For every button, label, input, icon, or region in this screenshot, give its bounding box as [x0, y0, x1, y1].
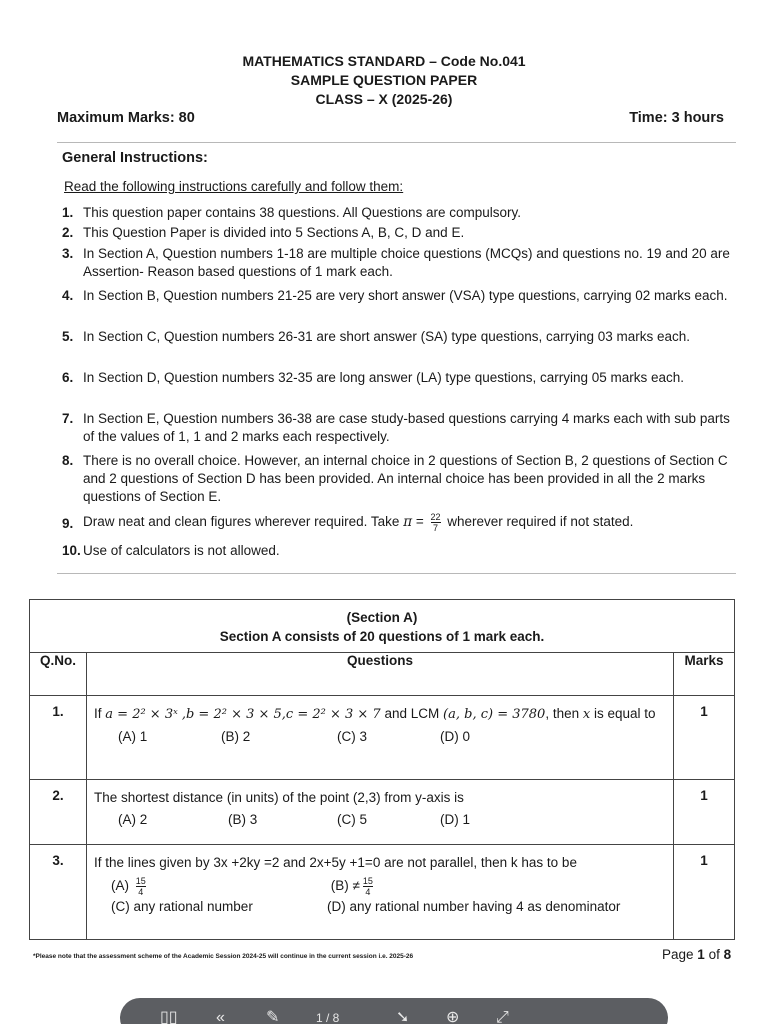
section-title: (Section A): [346, 610, 418, 625]
math-expression: a = 2² × 3ˣ ,b = 2² × 3 × 5,c = 2² × 3 × 7: [105, 707, 381, 722]
instruction-item: 3. In Section A, Question numbers 1-18 are multiple choice questions (MCQs) and questions no. 19 and 20 are Assertion- Reason based questions of 1 mark each.: [62, 246, 730, 279]
rewind-icon[interactable]: «: [216, 1009, 225, 1024]
page-indicator[interactable]: 1 / 8: [316, 1011, 340, 1024]
marks-time-row: [57, 110, 724, 126]
option: (C) any rational number: [111, 899, 253, 914]
instruction-item: 9. Draw neat and clean figures wherever required. Take π = $\frac{22}{7}$ wherever required if not stated.: [62, 512, 634, 533]
question-marks: 1: [674, 845, 735, 940]
expand-icon[interactable]: ⤢: [496, 1009, 509, 1024]
divider: [57, 573, 736, 574]
table-header-row: [30, 653, 735, 696]
question-number: 1.: [30, 696, 87, 780]
option: (C) 3: [337, 729, 367, 744]
question-text: The shortest distance (in units) of the point (2,3) from y-axis is (A) 2 (B) 3 (C) 5 (D) 1: [87, 780, 674, 845]
option: (D) 1: [440, 812, 470, 827]
pointer-icon[interactable]: ➘: [396, 1009, 410, 1024]
options: [94, 876, 667, 897]
paper-class: CLASS – X (2025-26): [315, 91, 453, 107]
question-marks: 1: [674, 780, 735, 845]
option: (A) 1: [118, 729, 148, 744]
section-a-table: [29, 599, 735, 940]
instructions-title: General Instructions:: [62, 150, 208, 166]
footnote: *Please note that the assessment scheme of the Academic Session 2024-25 will continue in the current session i.e. 2025-26: [33, 953, 414, 960]
question-number: 2.: [30, 780, 87, 845]
option: (D) 0: [440, 729, 470, 744]
pages-icon[interactable]: ▯▯: [160, 1009, 178, 1024]
section-subtitle: Section A consists of 20 questions of 1 mark each.: [219, 629, 545, 644]
page-number: Page 1 of 8: [662, 947, 732, 962]
option: (C) 5: [337, 812, 367, 827]
options: [94, 897, 667, 916]
instructions-lead: Read the following instructions carefully and follow them:: [64, 179, 404, 194]
instruction-item: 8. There is no overall choice. However, an internal choice in 2 questions of Section B, 2 questions of Section C and 2 questions of Section D has been provided. An internal choice has been provided in all the 2 marks questions of Section E.: [62, 453, 728, 504]
table-row: [30, 780, 735, 845]
option: (B) 2: [221, 729, 251, 744]
table-row: [30, 696, 735, 780]
instruction-item: 1. This question paper contains 38 questions. All Questions are compulsory.: [62, 205, 521, 220]
pi-symbol: π: [403, 514, 413, 531]
col-questions: Questions: [87, 653, 674, 696]
question-marks: 1: [674, 696, 735, 780]
option: (D) any rational number having 4 as denominator: [327, 899, 621, 914]
instruction-item: 6. In Section D, Question numbers 32-35 are long answer (LA) type questions, carrying 05 marks each.: [62, 370, 685, 385]
question-number: 3.: [30, 845, 87, 940]
paper-title: MATHEMATICS STANDARD – Code No.041: [242, 53, 526, 69]
divider: [57, 142, 736, 143]
instruction-item: 4. In Section B, Question numbers 21-25 are very short answer (VSA) type questions, carrying 02 marks each.: [62, 288, 728, 303]
question-text: If the lines given by 3x +2ky =2 and 2x+5y +1=0 are not parallel, then k has to be (A) $\frac{15}{4}$ (B) ≠ $\frac{15}{4}$ (C) any rational number (D) any rational number having 4 as denominator: [87, 845, 674, 940]
instruction-item: 7. In Section E, Question numbers 36-38 are case study-based questions carrying 4 marks each with sub parts of the values of 1, 1 and 2 marks each respectively.: [62, 411, 730, 444]
section-heading: [30, 600, 735, 653]
instruction-item: 5. In Section C, Question numbers 26-31 are short answer (SA) type questions, carrying 03 marks each.: [62, 329, 691, 344]
options: [94, 727, 667, 749]
time-allowed: Time: 3 hours: [629, 110, 724, 126]
option: (B) 3: [228, 812, 258, 827]
col-marks: Marks: [674, 653, 735, 696]
paper-subtitle: SAMPLE QUESTION PAPER: [290, 72, 478, 88]
question-text: If a = 2² × 3ˣ ,b = 2² × 3 × 5,c = 2² × 3 × 7 and LCM (a, b, c) = 3780, then x is equal to (A) 1 (B) 2 (C) 3 (D) 0: [87, 696, 674, 780]
instruction-item: 10. Use of calculators is not allowed.: [62, 543, 280, 558]
viewer-toolbar: [120, 998, 668, 1024]
option: (A) 2: [118, 812, 148, 827]
pen-icon[interactable]: ✎: [266, 1009, 280, 1024]
fraction-22-7: $\frac{22}{7}$: [430, 512, 441, 533]
instruction-item: 2. This Question Paper is divided into 5 Sections A, B, C, D and E.: [62, 225, 465, 240]
option: (B) ≠ $\frac{15}{4}$: [330, 876, 373, 897]
option: (A) $\frac{15}{4}$: [111, 876, 146, 897]
col-qno: Q.No.: [30, 653, 87, 696]
maximum-marks: Maximum Marks: 80: [57, 110, 195, 126]
zoom-icon[interactable]: ⊕: [446, 1009, 460, 1024]
paper-header: [0, 52, 768, 109]
options: [94, 810, 667, 832]
table-row: [30, 845, 735, 940]
